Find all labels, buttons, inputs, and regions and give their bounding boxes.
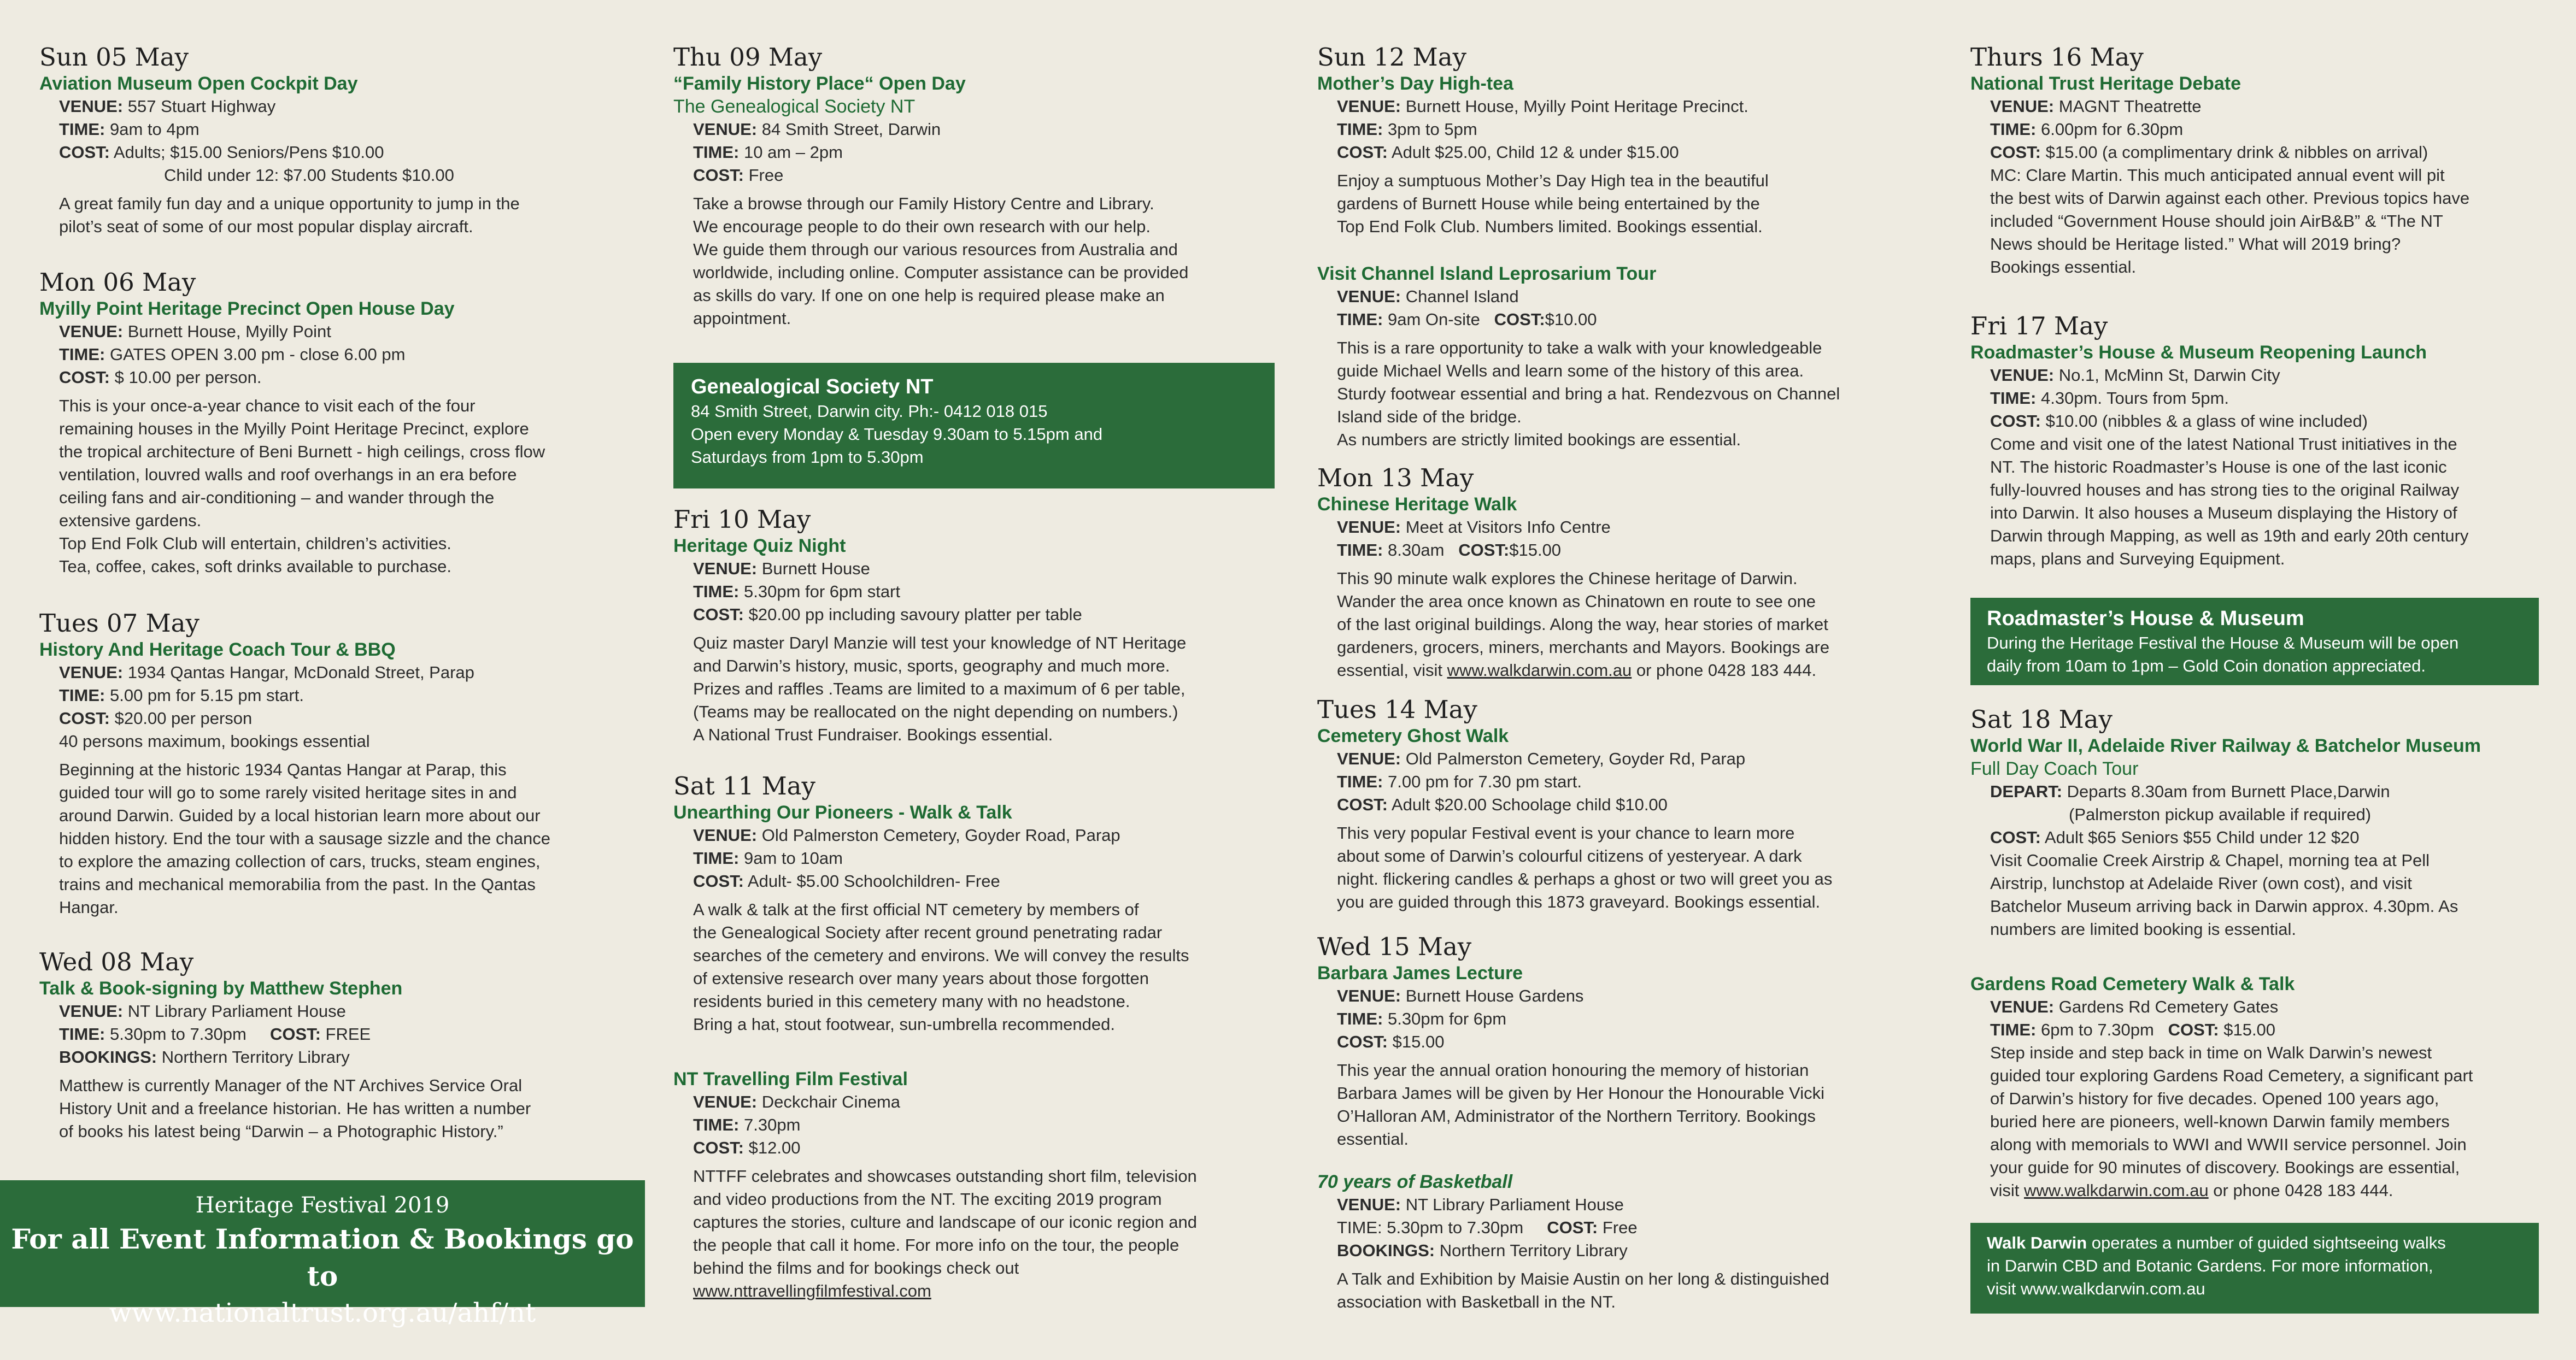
event-title: NT Travelling Film Festival [673,1069,908,1090]
cost-label: COST: [1990,411,2041,431]
box-line: daily from 10am to 1pm – Gold Coin donation appreciated. [1987,656,2426,675]
desc-line: Matthew is currently Manager of the NT Archives Service Oral [59,1076,523,1095]
event-description [1990,849,2539,941]
cost-value: Adult $20.00 Schoolage child $10.00 [1388,795,1668,814]
desc-line: Take a browse through our Family History Centre and Library. [693,194,1154,213]
film-festival-link[interactable]: www.nttravellingfilmfestival.com [693,1281,931,1300]
time-value: 5.30pm for 6pm start [739,582,900,601]
cost-value: $20.00 pp including savoury platter per table [744,605,1082,624]
desc-line: appointment. [693,309,791,328]
venue-label: VENUE: [1337,97,1401,116]
cost-label: COST: [693,605,744,624]
cost-value: $15.00 (a complimentary drink & nibbles on arrival) [2041,143,2428,162]
desc-line: NT. The historic Roadmaster’s House is one of the last iconic [1990,457,2447,476]
cost-label: COST: [693,872,744,891]
event-title: “Family History Place“ Open Day [673,73,966,94]
event-date: Tues 07 May [39,609,199,638]
cost-value: $15.00 [2219,1020,2276,1039]
event-fri-10 [673,505,1275,746]
cost-value: $20.00 per person [110,709,253,728]
desc-line: Island side of the bridge. [1337,407,1522,426]
event-subtitle: The Genealogical Society NT [673,96,916,117]
column-1 [39,0,641,1360]
event-description [59,192,641,238]
desc-line: Barbara James will be given by Her Honour the Honourable Vicki [1337,1084,1824,1103]
cost-value: $ 10.00 per person. [110,368,262,387]
desc-line: to explore the amazing collection of cars, trucks, steam engines, [59,852,541,871]
venue-value: Old Palmerston Cemetery, Goyder Road, Parap [757,826,1120,845]
desc-line: NTTFF celebrates and showcases outstanding short film, television [693,1167,1197,1186]
genealogical-society-box [673,363,1275,488]
cost-label: COST: [1990,828,2041,847]
banner-headline: For all Event Information & Bookings go to [11,1223,634,1292]
event-nt-film-festival [673,1068,1275,1303]
desc-line: Batchelor Museum arriving back in Darwin approx. 4.30pm. As [1990,897,2458,916]
desc-line: essential. [1337,1129,1409,1149]
time-label: TIME: [1337,120,1383,139]
venue-label: VENUE: [1990,97,2055,116]
venue-value: Deckchair Cinema [757,1092,901,1111]
desc-line: Sturdy footwear essential and bring a hat. Rendezvous on Channel [1337,384,1840,403]
desc-line: Wander the area once known as Chinatown en route to see one [1337,592,1816,611]
cost-value: $10.00 [1545,310,1597,329]
cost-value: Adult- $5.00 Schoolchildren- Free [744,872,1000,891]
event-subtitle: Full Day Coach Tour [1970,758,2139,779]
event-date: Fri 10 May [673,505,811,534]
venue-label: VENUE: [693,826,758,845]
event-title: Unearthing Our Pioneers - Walk & Talk [673,802,1012,823]
box-line: in Darwin CBD and Botanic Gardens. For more information, [1987,1256,2433,1275]
event-description [59,395,641,578]
venue-value: 1934 Qantas Hangar, McDonald Street, Parap [123,663,474,682]
venue-value: Burnett House, Myilly Point [123,322,331,341]
cost-label: COST: [59,143,110,162]
desc-line: guide Michael Wells and learn some of the history of this area. [1337,361,1804,380]
time-value: 4.30pm. Tours from 5pm. [2036,388,2229,408]
venue-label: VENUE: [693,1092,758,1111]
box-title: Roadmaster’s House & Museum [1987,607,2304,630]
cost-value: $12.00 [744,1138,801,1157]
desc-line: around Darwin. Guided by a local historian learn more about our [59,806,541,825]
venue-value: Burnett House, Myilly Point Heritage Precinct. [1401,97,1748,116]
desc-line: This 90 minute walk explores the Chinese heritage of Darwin. [1337,569,1798,588]
venue-label: VENUE: [59,97,124,116]
event-title: National Trust Heritage Debate [1970,73,2241,94]
time-value: TIME: 5.30pm to 7.30pm [1337,1218,1547,1237]
cost-value: Free [744,166,784,185]
desc-line: hidden history. End the tour with a sausage sizzle and the chance [59,829,550,848]
cost-label: COST: [1337,143,1388,162]
event-sat-18 [1970,705,2539,941]
desc-line: Quiz master Daryl Manzie will test your knowledge of NT Heritage [693,633,1187,652]
desc-line: Tea, coffee, cakes, soft drinks available to purchase. [59,557,451,576]
time-label: TIME: [59,686,105,705]
time-label: TIME: [693,1115,740,1134]
event-thurs-16 [1970,43,2539,279]
event-sun-05 [39,43,641,238]
venue-label: VENUE: [1337,749,1401,768]
cost-value: Adult $65 Seniors $55 Child under 12 $20 [2041,828,2360,847]
desc-line: ceiling fans and air-conditioning – and wander through the [59,488,495,507]
column-2 [673,0,1275,1360]
desc-line: Step inside and step back in time on Walk Darwin’s newest [1990,1043,2432,1062]
column-3 [1317,0,1918,1360]
desc-line: and Darwin’s history, music, sports, geography and much more. [693,656,1170,675]
time-value: 7.00 pm for 7.30 pm start. [1383,772,1582,791]
venue-label: VENUE: [693,120,758,139]
venue-value: Burnett House [757,559,870,578]
desc-line: guided tour exploring Gardens Road Cemetery, a significant part [1990,1066,2473,1085]
event-tues-07 [39,609,641,919]
box-line: Open every Monday & Tuesday 9.30am to 5.15pm and [691,425,1103,444]
walkdarwin-link[interactable]: www.walkdarwin.com.au [1447,661,1632,680]
cost-label: COST: [693,1138,744,1157]
walkdarwin-link[interactable]: www.walkdarwin.com.au [2024,1181,2209,1200]
cost-label: COST: [1337,795,1388,814]
event-thu-09 [673,43,1275,330]
event-date: Tues 14 May [1317,695,1477,724]
event-date: Wed 08 May [39,947,194,976]
event-description [1337,1059,1918,1151]
venue-label: VENUE: [1990,997,2055,1016]
desc-line: along with memorials to WWI and WWII service personnel. Join [1990,1135,2467,1154]
depart-note: (Palmerston pickup available if required) [2069,805,2372,824]
time-value: 8.30am [1383,540,1459,560]
desc-line: association with Basketball in the NT. [1337,1292,1616,1311]
desc-line: remaining houses in the Myilly Point Heritage Precinct, explore [59,419,529,438]
event-description [1337,337,1918,451]
desc-line: A walk & talk at the first official NT cemetery by members of [693,900,1139,919]
desc-line: pilot’s seat of some of our most popular display aircraft. [59,217,473,236]
desc-line: A National Trust Fundraiser. Bookings essential. [693,725,1053,744]
desc-text: or phone 0428 183 444. [1632,661,1817,680]
event-description [1337,169,1918,238]
desc-line: worldwide, including online. Computer assistance can be provided [693,263,1189,282]
event-note: 40 persons maximum, bookings essential [59,732,370,751]
event-date: Sun 05 May [39,43,189,72]
venue-label: VENUE: [59,663,124,682]
event-description [1337,822,1918,914]
box-title: Genealogical Society NT [691,375,934,398]
depart-label: DEPART: [1990,782,2063,801]
venue-label: VENUE: [1337,986,1401,1005]
desc-line: This is a rare opportunity to take a walk with your knowledgeable [1337,338,1822,357]
desc-line: gardeners, grocers, miners, merchants and Mayors. Bookings are [1337,638,1830,657]
time-label: TIME: [1337,310,1383,329]
venue-label: VENUE: [693,559,758,578]
venue-label: VENUE: [1337,1195,1401,1214]
event-mon-13 [1317,463,1918,682]
desc-line: MC: Clare Martin. This much anticipated annual event will pit [1990,166,2445,185]
desc-line: News should be Heritage listed.” What will 2019 bring? [1990,234,2401,254]
desc-line: Top End Folk Club. Numbers limited. Bookings essential. [1337,217,1763,236]
desc-line: Airstrip, lunchstop at Adelaide River (own cost), and visit [1990,874,2412,893]
event-title: Aviation Museum Open Cockpit Day [39,73,358,94]
box-line: During the Heritage Festival the House & Museum will be open [1987,633,2459,652]
desc-line: History Unit and a freelance historian. He has written a number [59,1099,531,1118]
desc-line: A great family fun day and a unique opportunity to jump in the [59,194,520,213]
desc-line: of books his latest being “Darwin – a Photographic History.” [59,1122,503,1141]
desc-line: the Genealogical Society after recent ground penetrating radar [693,923,1163,942]
time-label: TIME: [1990,388,2037,408]
event-date: Mon 06 May [39,268,196,297]
event-title: Visit Channel Island Leprosarium Tour [1317,263,1657,284]
desc-line: Bring a hat, stout footwear, sun-umbrella recommended. [693,1015,1115,1034]
desc-line: residents buried in this cemetery many with no headstone. [693,992,1130,1011]
time-value: 5.30pm to 7.30pm [105,1025,270,1044]
time-value: 5.30pm for 6pm [1383,1009,1507,1028]
desc-line: gardens of Burnett House while being entertained by the [1337,194,1760,213]
time-value: 5.00 pm for 5.15 pm start. [105,686,304,705]
event-description [1990,164,2539,279]
desc-line: Hangar. [59,898,119,917]
desc-line: fully-louvred houses and has strong ties to the original Railway [1990,480,2460,499]
venue-value: NT Library Parliament House [1401,1195,1624,1214]
desc-text: or phone 0428 183 444. [2208,1181,2393,1200]
event-description [1337,567,1918,682]
cost-label: COST: [1547,1218,1598,1237]
bookings-label: BOOKINGS: [1337,1241,1435,1260]
venue-label: VENUE: [59,322,124,341]
desc-line: trains and mechanical memorabilia from the past. In the Qantas [59,875,536,894]
event-description [693,1165,1275,1303]
event-wed-15 [1317,932,1918,1151]
time-label: TIME: [59,345,105,364]
cost-value: FREE [320,1025,371,1044]
desc-line: This year the annual oration honouring the memory of historian [1337,1061,1809,1080]
cost-label: COST: [269,1025,321,1044]
event-title: Heritage Quiz Night [673,535,846,556]
venue-value: NT Library Parliament House [123,1002,346,1021]
banner-url[interactable]: www.nationaltrust.org.au/ahf/nt [109,1298,536,1328]
cost-value: Adults; $15.00 Seniors/Pens $10.00 [110,143,384,162]
desc-line: searches of the cemetery and environs. We will convey the results [693,946,1189,965]
desc-line: captures the stories, culture and landscape of our iconic region and [693,1212,1197,1232]
event-tues-14 [1317,695,1918,914]
box-line: Saturdays from 1pm to 5.30pm [691,448,924,467]
cost-label: COST: [2168,1020,2219,1039]
desc-line: This very popular Festival event is your chance to learn more [1337,823,1795,843]
event-basketball [1317,1170,1918,1314]
event-description [59,758,641,919]
box-title: Walk Darwin [1987,1233,2087,1252]
event-mon-06 [39,268,641,578]
event-description [1337,1268,1918,1314]
bookings-label: BOOKINGS: [59,1047,157,1067]
box-line: 84 Smith Street, Darwin city. Ph:- 0412 018 015 [691,402,1048,421]
desc-line [1337,659,1918,682]
event-date: Fri 17 May [1970,311,2108,340]
desc-line: about some of Darwin’s colourful citizens of yesteryear. A dark [1337,846,1802,866]
bookings-banner [0,1180,645,1328]
desc-line: buried here are pioneers, well-known Darwin family members [1990,1112,2450,1131]
desc-line: and video productions from the NT. The exciting 2019 program [693,1190,1162,1209]
desc-line: A Talk and Exhibition by Maisie Austin on her long & distinguished [1337,1269,1829,1288]
event-gardens-road [1970,973,2539,1202]
desc-line: the people that call it home. For more info on the tour, the people [693,1235,1180,1255]
time-value: 10 am – 2pm [739,143,843,162]
event-description [1990,1041,2539,1202]
desc-line: maps, plans and Surveying Equipment. [1990,549,2285,568]
venue-value: No.1, McMinn St, Darwin City [2054,366,2280,385]
time-value: 6.00pm for 6.30pm [2036,120,2184,139]
venue-value: Gardens Rd Cemetery Gates [2054,997,2279,1016]
desc-line: numbers are limited booking is essential. [1990,920,2296,939]
desc-line: of the last original buildings. Along the way, hear stories of market [1337,615,1828,634]
time-label: TIME: [1990,1020,2037,1039]
desc-line: We guide them through our various resources from Australia and [693,240,1178,259]
desc-line: Bookings essential. [1990,257,2137,276]
bookings-value: Northern Territory Library [157,1047,350,1067]
cost-label: COST: [1458,540,1510,560]
event-title: Barbara James Lecture [1317,963,1523,984]
desc-line: Beginning at the historic 1934 Qantas Hangar at Parap, this [59,760,507,779]
event-description [693,192,1275,330]
venue-value: 557 Stuart Highway [123,97,276,116]
venue-value: MAGNT Theatrette [2054,97,2202,116]
venue-value: Old Palmerston Cemetery, Goyder Rd, Parap [1401,749,1746,768]
desc-line: Prizes and raffles .Teams are limited to a maximum of 6 per table, [693,679,1186,698]
event-description [59,1074,641,1143]
event-description [693,632,1275,746]
desc-line: of extensive research over many years about those forgotten [693,969,1149,988]
desc-text: essential, visit [1337,661,1447,680]
desc-line: you are guided through this 1873 graveyard. Bookings essential. [1337,892,1821,911]
desc-line: of Darwin’s history for five decades. Opened 100 years ago, [1990,1089,2439,1108]
time-label: TIME: [1337,540,1383,560]
event-date: Sat 18 May [1970,705,2113,734]
time-label: TIME: [59,120,105,139]
column-4 [1970,0,2539,1360]
cost-label: COST: [59,368,110,387]
time-value: GATES OPEN 3.00 pm - close 6.00 pm [105,345,406,364]
event-title: Roadmaster’s House & Museum Reopening Launch [1970,342,2427,363]
box-line: visit www.walkdarwin.com.au [1987,1279,2205,1298]
desc-line: (Teams may be reallocated on the night depending on numbers.) [693,702,1178,721]
event-title: Cemetery Ghost Walk [1317,726,1509,746]
time-value: 9am to 4pm [105,120,199,139]
event-sun-12 [1317,43,1918,238]
venue-value: Burnett House Gardens [1401,986,1584,1005]
event-description [1990,433,2539,570]
depart-value: Departs 8.30am from Burnett Place,Darwin [2062,782,2390,801]
event-date: Thu 09 May [673,43,823,72]
event-description [693,898,1275,1036]
cost-label: COST: [59,709,110,728]
time-label: TIME: [59,1025,105,1044]
desc-line: into Darwin. It also houses a Museum displaying the History of [1990,503,2457,522]
desc-line: Visit Coomalie Creek Airstrip & Chapel, morning tea at Pell [1990,851,2430,870]
desc-line: behind the films and for bookings check out [693,1258,1019,1277]
desc-line: night. flickering candles & perhaps a ghost or two will greet you as [1337,869,1833,888]
venue-label: VENUE: [1337,517,1401,537]
desc-line: extensive gardens. [59,511,202,530]
event-title: World War II, Adelaide River Railway & Batchelor Museum [1970,735,2481,756]
cost-label: COST: [1494,310,1545,329]
desc-line: O’Halloran AM, Administrator of the Northern Territory. Bookings [1337,1106,1816,1126]
event-date: Thurs 16 May [1970,43,2144,72]
event-date: Mon 13 May [1317,463,1474,492]
time-value: 6pm to 7.30pm [2036,1020,2168,1039]
time-value: 9am On-site [1383,310,1494,329]
cost-value: Adult $25.00, Child 12 & under $15.00 [1388,143,1679,162]
event-channel-island [1317,262,1918,451]
walk-darwin-box [1970,1223,2539,1314]
time-label: TIME: [1337,1009,1383,1028]
event-date: Sat 11 May [673,772,815,800]
event-title: Chinese Heritage Walk [1317,494,1517,515]
desc-line: Come and visit one of the latest National Trust initiatives in the [1990,434,2457,454]
event-date: Wed 15 May [1317,932,1472,961]
cost-value: $10.00 (nibbles & a glass of wine included) [2041,411,2368,431]
venue-label: VENUE: [1990,366,2055,385]
desc-line: As numbers are strictly limited bookings are essential. [1337,430,1741,449]
desc-line: the tropical architecture of Beni Burnett - high ceilings, cross flow [59,442,545,461]
desc-line [1990,1179,2539,1202]
event-title: History And Heritage Coach Tour & BBQ [39,639,396,660]
venue-label: VENUE: [59,1002,124,1021]
event-title: Myilly Point Heritage Precinct Open House Day [39,298,455,319]
cost-label: COST: [1990,143,2041,162]
time-label: TIME: [1990,120,2037,139]
event-title: Gardens Road Cemetery Walk & Talk [1970,974,2295,994]
event-sat-11 [673,772,1275,1036]
desc-line: Darwin through Mapping, as well as 19th and early 20th century [1990,526,2469,545]
desc-line: guided tour will go to some rarely visited heritage sites in and [59,783,517,802]
cost-extra: Child under 12: $7.00 Students $10.00 [164,166,454,185]
time-label: TIME: [1337,772,1383,791]
roadmasters-box [1970,598,2539,685]
time-value: 9am to 10am [739,849,843,868]
desc-line: This is your once-a-year chance to visit each of the four [59,396,476,415]
desc-line: ventilation, louvred walls and roof overhangs in an era before [59,465,517,484]
cost-label: COST: [1337,1032,1388,1051]
box-line: operates a number of guided sightseeing walks [2087,1233,2446,1252]
desc-line: included “Government House should join AirB&B” & “The NT [1990,211,2443,231]
event-fri-17 [1970,311,2539,570]
venue-value: Meet at Visitors Info Centre [1401,517,1611,537]
desc-line: Enjoy a sumptuous Mother’s Day High tea in the beautiful [1337,171,1769,190]
desc-text: visit [1990,1181,2024,1200]
event-title: 70 years of Basketball [1317,1171,1513,1192]
desc-line: the best wits of Darwin against each other. Previous topics have [1990,189,2470,208]
cost-label: COST: [693,166,744,185]
cost-value: $15.00 [1388,1032,1445,1051]
venue-value: Channel Island [1401,287,1519,306]
desc-line: as skills do vary. If one on one help is required please make an [693,286,1165,305]
banner-festival-title: Heritage Festival 2019 [195,1193,450,1218]
venue-value: 84 Smith Street, Darwin [757,120,941,139]
event-wed-08 [39,947,641,1143]
cost-value: $15.00 [1509,540,1562,560]
event-title: Talk & Book-signing by Matthew Stephen [39,978,403,999]
event-title: Mother’s Day High-tea [1317,73,1513,94]
event-date: Sun 12 May [1317,43,1466,72]
time-value: 3pm to 5pm [1383,120,1477,139]
desc-line: We encourage people to do their own research with our help. [693,217,1151,236]
desc-line: Top End Folk Club will entertain, children’s activities. [59,534,451,553]
desc-line: your guide for 90 minutes of discovery. Bookings are essential, [1990,1158,2460,1177]
time-label: TIME: [693,143,740,162]
venue-label: VENUE: [1337,287,1401,306]
cost-value: Free [1598,1218,1638,1237]
time-label: TIME: [693,582,740,601]
time-label: TIME: [693,849,740,868]
bookings-value: Northern Territory Library [1435,1241,1628,1260]
time-value: 7.30pm [739,1115,801,1134]
